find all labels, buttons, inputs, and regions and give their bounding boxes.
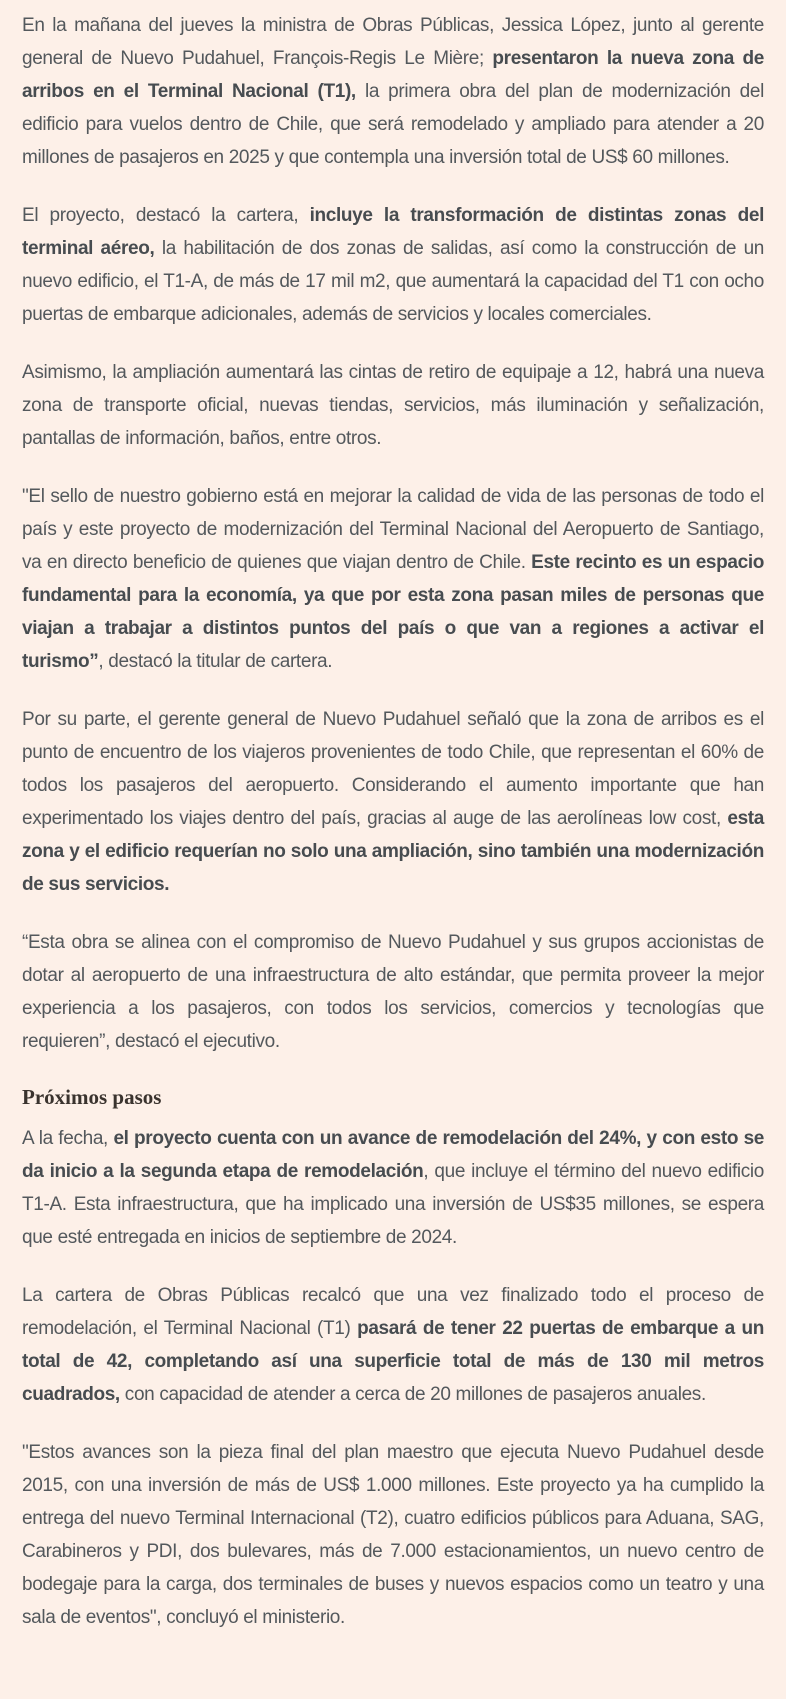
text-run: Por su parte, el gerente general de Nuevo Pudahuel señaló que la zona de arribos es el punto de encuentro de los viajeros provenientes de todo Chile, que representan el 60% de todos los pasajeros del aeropuerto. Considerando el aumento importante que han experimentado los viajes dentro del país, gracias al auge de las aerolíneas low cost, bbox=[22, 709, 764, 829]
article-body bbox=[22, 9, 764, 1634]
article-paragraph bbox=[22, 703, 764, 901]
text-run: "El sello de nuestro gobierno está en mejorar la calidad de vida de las personas de todo el país y este proyecto de modernización del Terminal Nacional del Aeropuerto de Santiago, va en directo beneficio de quienes que viajan dentro de Chile. bbox=[22, 486, 764, 573]
bold-text-run: incluye la transformación de distintas zonas del terminal aéreo, bbox=[22, 205, 764, 259]
text-run: A la fecha, bbox=[22, 1128, 114, 1149]
article-paragraph bbox=[22, 1122, 764, 1254]
article-paragraph bbox=[22, 1436, 764, 1634]
text-run: la habilitación de dos zonas de salidas, así como la construcción de un nuevo edificio, el T1-A, de más de 17 mil m2, que aumentará la capacidad del T1 con ocho puertas de embarque adicionales, además de servicios y locales comerciales. bbox=[22, 238, 765, 325]
text-run: En la mañana del jueves la ministra de Obras Públicas, Jessica López, junto al gerente general de Nuevo Pudahuel, François-Regis Le Mière; bbox=[22, 15, 764, 69]
bold-text-run: esta zona y el edificio requerían no solo una ampliación, sino también una modernización de sus servicios. bbox=[22, 808, 764, 895]
text-run: con capacidad de atender a cerca de 20 millones de pasajeros anuales. bbox=[119, 1384, 706, 1405]
bold-text-run: Este recinto es un espacio fundamental para la economía, ya que por esta zona pasan miles de personas que viajan a trabajar a distintos puntos del país o que van a regiones a activar el turismo” bbox=[22, 552, 764, 672]
bold-text-run: el proyecto cuenta con un avance de remodelación del 24%, y con esto se da inicio a la segunda etapa de remodelación bbox=[22, 1128, 765, 1182]
text-run: “Esta obra se alinea con el compromiso de Nuevo Pudahuel y sus grupos accionistas de dotar al aeropuerto de una infraestructura de alto estándar, que permita proveer la mejor experiencia a los pasajeros, con todos los servicios, comercios y tecnologías que requieren”, destacó el ejecutivo. bbox=[22, 932, 764, 1052]
article-paragraph bbox=[22, 1279, 764, 1411]
text-run: "Estos avances son la pieza final del plan maestro que ejecuta Nuevo Pudahuel desde 2015, con una inversión de más de US$ 1.000 millones. Este proyecto ya ha cumplido la entrega del nuevo Terminal Internacional (T2), cuatro edificios públicos para Aduana, SAG, Carabineros y PDI, dos bulevares, más de 7.000 estacionamientos, un nuevo centro de bodegaje para la carga, dos terminales de buses y nuevos espacios como un teatro y una sala de eventos", concluyó el ministerio. bbox=[22, 1442, 764, 1628]
bold-text-run: presentaron la nueva zona de arribos en el Terminal Nacional (T1), bbox=[22, 48, 764, 102]
article-paragraph bbox=[22, 199, 764, 331]
article-paragraph bbox=[22, 480, 764, 678]
text-run: La cartera de Obras Públicas recalcó que una vez finalizado todo el proceso de remodelación, el Terminal Nacional (T1) bbox=[22, 1285, 764, 1339]
text-run: la primera obra del plan de modernización del edificio para vuelos dentro de Chile, que será remodelado y ampliado para atender a 20 millones de pasajeros en 2025 y que contempla una inversión total de US$ 60 millones. bbox=[22, 81, 764, 168]
section-heading: Próximos pasos bbox=[22, 1085, 162, 1109]
bold-text-run: pasará de tener 22 puertas de embarque a un total de 42, completando así una superficie total de más de 130 mil metros cuadrados, bbox=[22, 1318, 764, 1405]
text-run: , que incluye el término del nuevo edificio T1-A. Esta infraestructura, que ha implicado una inversión de US$35 millones, se espera que esté entregada en inicios de septiembre de 2024. bbox=[22, 1161, 764, 1248]
article-paragraph bbox=[22, 926, 764, 1058]
article-paragraph bbox=[22, 356, 764, 455]
text-run: Asimismo, la ampliación aumentará las cintas de retiro de equipaje a 12, habrá una nueva zona de transporte oficial, nuevas tiendas, servicios, más iluminación y señalización, pantallas de información, baños, entre otros. bbox=[22, 362, 764, 449]
text-run: , destacó la titular de cartera. bbox=[98, 651, 333, 672]
text-run: El proyecto, destacó la cartera, bbox=[22, 205, 310, 226]
article-paragraph bbox=[22, 9, 764, 174]
